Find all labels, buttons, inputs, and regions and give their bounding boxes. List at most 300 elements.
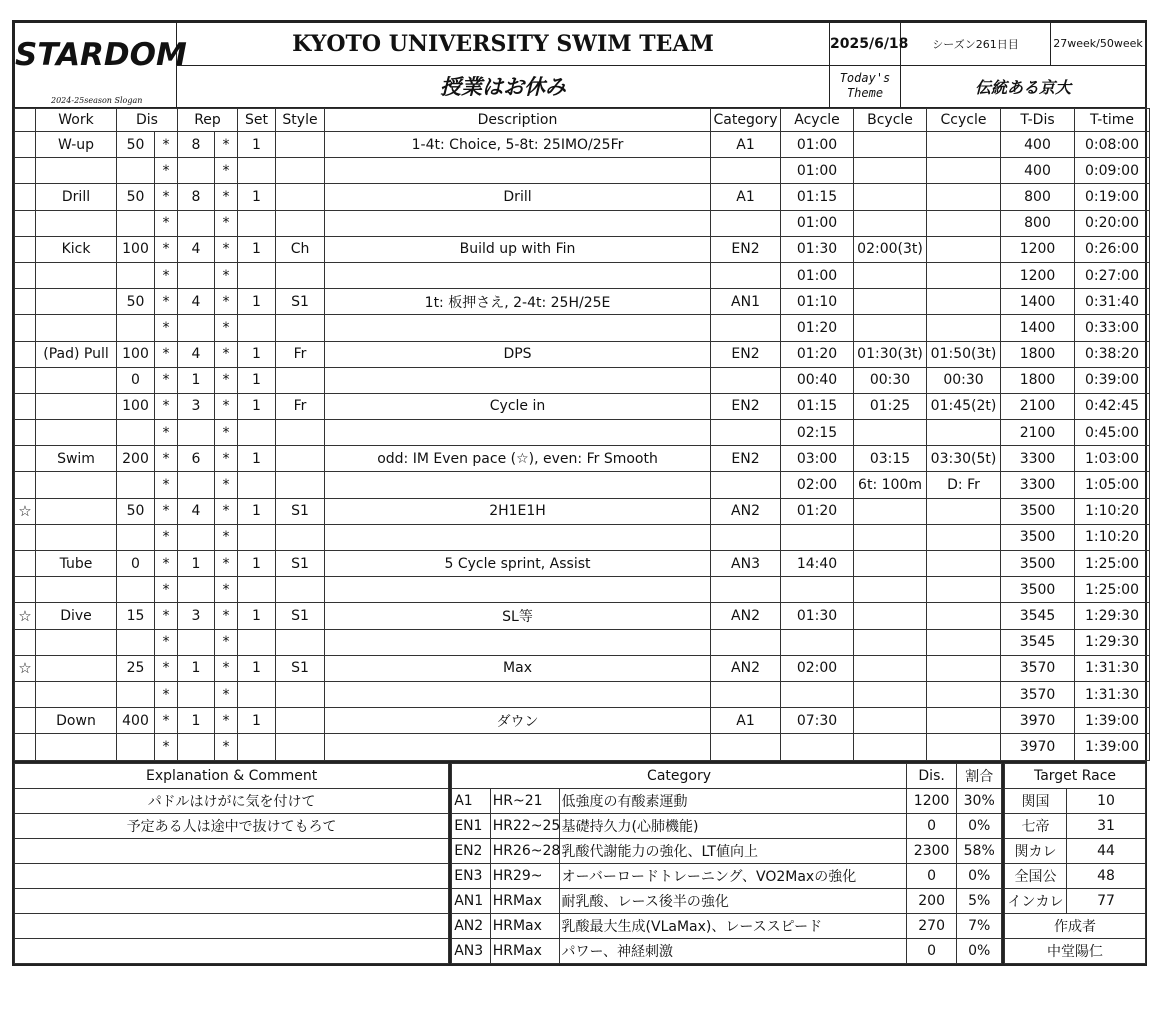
row-multiply-mark: * [215,289,238,315]
row-sets: 1 [238,446,276,472]
row-acycle: 14:40 [781,551,854,577]
row-reps [178,681,215,707]
row-multiply-mark: * [155,681,178,707]
row-distance: 0 [117,367,155,393]
table-row [15,262,1150,288]
row-total-distance: 3545 [1001,629,1075,655]
row-total-time: 1:39:00 [1075,708,1150,734]
row-style [276,708,325,734]
row-bcycle [854,210,927,236]
row-sets [238,262,276,288]
row-reps: 8 [178,132,215,158]
target-race-row [1005,888,1146,913]
table-row [15,158,1150,184]
row-total-distance: 1400 [1001,315,1075,341]
category-ratio: 0% [957,813,1002,838]
row-star-mark [15,210,36,236]
row-sets [238,158,276,184]
row-reps: 1 [178,367,215,393]
row-distance: 50 [117,132,155,158]
row-multiply-mark: * [155,577,178,603]
explanation-line: パドルはけがに気を付けて [15,788,449,813]
row-category [711,367,781,393]
row-work [36,367,117,393]
row-ccycle: 03:30(5t) [927,446,1001,472]
row-bcycle [854,524,927,550]
row-style: S1 [276,551,325,577]
row-ccycle [927,498,1001,524]
row-total-distance: 3500 [1001,498,1075,524]
row-acycle: 02:15 [781,420,854,446]
todays-theme: 伝統ある京大 [901,65,1146,108]
row-work: (Pad) Pull [36,341,117,367]
category-row [452,863,1002,888]
row-distance [117,420,155,446]
row-style [276,132,325,158]
row-description: Max [325,655,711,681]
row-total-time: 1:31:30 [1075,655,1150,681]
row-style: Ch [276,236,325,262]
row-distance [117,158,155,184]
row-star-mark: ☆ [15,603,36,629]
row-ccycle [927,315,1001,341]
row-total-distance: 3300 [1001,446,1075,472]
target-race-title: Target Race [1005,763,1146,788]
row-reps: 4 [178,341,215,367]
row-star-mark [15,132,36,158]
row-acycle: 01:30 [781,603,854,629]
row-star-mark [15,446,36,472]
row-reps: 1 [178,708,215,734]
target-race-rows [1005,788,1146,913]
row-multiply-mark: * [155,708,178,734]
row-total-time: 0:38:20 [1075,341,1150,367]
row-total-distance: 3570 [1001,681,1075,707]
row-multiply-mark: * [155,472,178,498]
row-sets [238,315,276,341]
category-distance: 2300 [906,838,957,863]
row-total-distance: 3500 [1001,524,1075,550]
category-description: 耐乳酸、レース後半の強化 [559,888,906,913]
row-total-distance: 3300 [1001,472,1075,498]
row-total-time: 1:29:30 [1075,629,1150,655]
explanation-line [15,863,449,888]
row-multiply-mark: * [215,262,238,288]
table-row [15,603,1150,629]
row-acycle: 01:10 [781,289,854,315]
row-multiply-mark: * [215,446,238,472]
row-bcycle [854,132,927,158]
row-description: Drill [325,184,711,210]
row-ccycle [927,603,1001,629]
row-acycle: 01:15 [781,393,854,419]
row-star-mark [15,577,36,603]
row-work [36,158,117,184]
row-category [711,524,781,550]
row-sets: 1 [238,289,276,315]
category-row [452,838,1002,863]
category-hr: HRMax [490,888,559,913]
row-multiply-mark: * [215,681,238,707]
row-acycle: 07:30 [781,708,854,734]
row-category: A1 [711,132,781,158]
row-bcycle [854,289,927,315]
row-category [711,210,781,236]
row-description: SL等 [325,603,711,629]
row-sets: 1 [238,708,276,734]
row-sets [238,524,276,550]
row-total-time: 0:31:40 [1075,289,1150,315]
practice-sheet [12,20,1147,966]
row-multiply-mark: * [155,393,178,419]
explanation-line [15,888,449,913]
row-description: Build up with Fin [325,236,711,262]
row-description [325,210,711,236]
table-row [15,420,1150,446]
row-total-time: 0:45:00 [1075,420,1150,446]
header-table [14,22,1146,108]
row-work: Drill [36,184,117,210]
table-row [15,367,1150,393]
row-ccycle [927,184,1001,210]
row-total-distance: 1800 [1001,341,1075,367]
category-description: パワー、神経刺激 [559,938,906,963]
row-distance [117,472,155,498]
row-style: S1 [276,498,325,524]
row-description [325,524,711,550]
row-star-mark [15,262,36,288]
row-total-time: 0:20:00 [1075,210,1150,236]
row-style: Fr [276,341,325,367]
explanation-line [15,913,449,938]
row-star-mark: ☆ [15,498,36,524]
row-acycle: 01:30 [781,236,854,262]
row-total-time: 0:39:00 [1075,367,1150,393]
row-star-mark [15,393,36,419]
row-category: A1 [711,708,781,734]
row-distance [117,315,155,341]
row-work: W-up [36,132,117,158]
row-work [36,629,117,655]
row-multiply-mark: * [155,524,178,550]
row-acycle: 01:20 [781,498,854,524]
row-description: 1-4t: Choice, 5-8t: 25IMO/25Fr [325,132,711,158]
row-ccycle [927,524,1001,550]
row-star-mark [15,341,36,367]
row-work [36,498,117,524]
row-category: AN1 [711,289,781,315]
column-header-style: Style [276,109,325,132]
row-total-distance: 1200 [1001,236,1075,262]
row-bcycle: 00:30 [854,367,927,393]
column-header-rep: Rep [178,109,238,132]
category-hr: HR22~25 [490,813,559,838]
table-row [15,472,1150,498]
row-bcycle [854,681,927,707]
table-row [15,524,1150,550]
row-sets [238,629,276,655]
row-reps: 4 [178,236,215,262]
row-bcycle: 01:30(3t) [854,341,927,367]
row-style [276,681,325,707]
row-style [276,210,325,236]
row-bcycle [854,734,927,760]
category-description: 乳酸最大生成(VLaMax)、レーススピード [559,913,906,938]
row-category: AN2 [711,655,781,681]
row-acycle: 02:00 [781,472,854,498]
row-total-distance: 2100 [1001,393,1075,419]
table-row [15,210,1150,236]
row-style [276,629,325,655]
main-theme: 授業はお休み [177,65,830,108]
row-multiply-mark: * [155,655,178,681]
row-acycle: 02:00 [781,655,854,681]
category-hr: HR26~28 [490,838,559,863]
row-total-time: 0:27:00 [1075,262,1150,288]
row-multiply-mark: * [215,472,238,498]
category-row [452,938,1002,963]
row-description [325,315,711,341]
table-row [15,708,1150,734]
category-description: 低強度の有酸素運動 [559,788,906,813]
column-header-work: Work [36,109,117,132]
row-distance: 400 [117,708,155,734]
row-bcycle [854,420,927,446]
category-description: 基礎持久力(心肺機能) [559,813,906,838]
row-sets: 1 [238,341,276,367]
row-sets: 1 [238,498,276,524]
column-header-star [15,109,36,132]
table-row [15,184,1150,210]
table-row [15,315,1150,341]
column-header-dis: Dis [117,109,178,132]
table-row [15,629,1150,655]
row-acycle: 01:20 [781,315,854,341]
row-work: Tube [36,551,117,577]
row-total-distance: 3970 [1001,734,1075,760]
bottom-section [14,761,1145,964]
row-category [711,472,781,498]
table-row [15,446,1150,472]
row-style: Fr [276,393,325,419]
category-hr: HRMax [490,938,559,963]
row-total-distance: 3970 [1001,708,1075,734]
explanation-line: 予定ある人は途中で抜けてもろて [15,813,449,838]
row-total-distance: 1800 [1001,367,1075,393]
row-total-time: 1:03:00 [1075,446,1150,472]
row-total-time: 0:09:00 [1075,158,1150,184]
row-multiply-mark: * [155,315,178,341]
table-row [15,289,1150,315]
row-bcycle: 02:00(3t) [854,236,927,262]
row-sets: 1 [238,236,276,262]
row-style [276,472,325,498]
row-ccycle [927,577,1001,603]
row-work [36,315,117,341]
race-name: 全国公 [1005,863,1067,888]
row-bcycle [854,577,927,603]
row-reps: 1 [178,655,215,681]
row-reps [178,158,215,184]
table-row [15,341,1150,367]
row-category: EN2 [711,446,781,472]
row-sets: 1 [238,655,276,681]
row-style [276,446,325,472]
category-title: Category [452,763,907,788]
row-multiply-mark: * [215,524,238,550]
row-reps [178,629,215,655]
row-multiply-mark: * [155,289,178,315]
row-distance: 50 [117,184,155,210]
row-multiply-mark: * [215,655,238,681]
table-row [15,132,1150,158]
table-row [15,393,1150,419]
team-logo: STARDOM [15,37,187,73]
row-reps: 8 [178,184,215,210]
row-work [36,210,117,236]
logo-cell [15,23,187,108]
row-ccycle [927,655,1001,681]
race-days: 48 [1067,863,1146,888]
row-distance: 0 [117,551,155,577]
row-distance: 50 [117,498,155,524]
row-star-mark [15,681,36,707]
row-style: S1 [276,289,325,315]
column-header-set: Set [238,109,276,132]
row-multiply-mark: * [215,708,238,734]
row-total-distance: 1400 [1001,289,1075,315]
row-sets: 1 [238,132,276,158]
category-row [452,813,1002,838]
row-reps [178,524,215,550]
row-ccycle [927,158,1001,184]
row-work: Swim [36,446,117,472]
category-hr: HR29~ [490,863,559,888]
explanation-table [14,763,449,964]
row-description: Cycle in [325,393,711,419]
row-total-time: 1:31:30 [1075,681,1150,707]
row-ccycle [927,420,1001,446]
column-header-ttime: T-time [1075,109,1150,132]
row-multiply-mark: * [155,734,178,760]
row-sets: 1 [238,393,276,419]
row-description [325,420,711,446]
row-reps [178,315,215,341]
row-sets: 1 [238,551,276,577]
row-total-distance: 3500 [1001,551,1075,577]
category-ratio: 7% [957,913,1002,938]
category-row [452,888,1002,913]
row-multiply-mark: * [215,315,238,341]
row-total-distance: 400 [1001,132,1075,158]
column-header-ccycle: Ccycle [927,109,1001,132]
row-reps: 1 [178,551,215,577]
explanation-line [15,938,449,963]
row-style [276,420,325,446]
target-race-panel [1004,763,1145,964]
row-total-distance: 1200 [1001,262,1075,288]
row-multiply-mark: * [155,210,178,236]
row-bcycle [854,629,927,655]
row-multiply-mark: * [215,132,238,158]
row-work [36,524,117,550]
row-description: DPS [325,341,711,367]
row-category: EN2 [711,236,781,262]
row-category: AN3 [711,551,781,577]
row-total-time: 1:29:30 [1075,603,1150,629]
category-distance: 200 [906,888,957,913]
row-multiply-mark: * [155,446,178,472]
category-ratio: 30% [957,788,1002,813]
row-bcycle [854,158,927,184]
row-ccycle [927,262,1001,288]
row-category [711,734,781,760]
row-description [325,577,711,603]
category-ratio: 0% [957,863,1002,888]
row-description: odd: IM Even pace (☆), even: Fr Smooth [325,446,711,472]
row-bcycle [854,551,927,577]
row-star-mark: ☆ [15,655,36,681]
row-distance [117,577,155,603]
row-description: 5 Cycle sprint, Assist [325,551,711,577]
row-sets [238,577,276,603]
category-code: AN1 [452,888,490,913]
category-code: A1 [452,788,490,813]
row-total-distance: 3570 [1001,655,1075,681]
row-work [36,472,117,498]
race-days: 77 [1067,888,1146,913]
row-star-mark [15,734,36,760]
row-acycle: 01:00 [781,262,854,288]
row-sets [238,734,276,760]
row-category: AN2 [711,603,781,629]
row-acycle [781,629,854,655]
week-counter: 27week/50week [1051,23,1146,66]
row-ccycle [927,681,1001,707]
race-name: 関カレ [1005,838,1067,863]
row-star-mark [15,551,36,577]
row-distance: 15 [117,603,155,629]
row-total-time: 0:33:00 [1075,315,1150,341]
row-star-mark [15,367,36,393]
table-row [15,577,1150,603]
row-description [325,629,711,655]
row-work: Down [36,708,117,734]
row-sets: 1 [238,367,276,393]
row-distance: 100 [117,341,155,367]
table-row [15,681,1150,707]
target-race-table [1004,763,1146,964]
row-style [276,158,325,184]
column-header-category: Category [711,109,781,132]
row-total-distance: 3500 [1001,577,1075,603]
row-description [325,681,711,707]
row-reps [178,210,215,236]
row-multiply-mark: * [215,393,238,419]
row-bcycle [854,498,927,524]
row-description: 2H1E1H [325,498,711,524]
row-description: ダウン [325,708,711,734]
row-bcycle [854,708,927,734]
row-distance [117,629,155,655]
row-total-distance: 400 [1001,158,1075,184]
row-reps [178,262,215,288]
row-ccycle [927,629,1001,655]
row-style [276,524,325,550]
row-work [36,393,117,419]
row-bcycle: 03:15 [854,446,927,472]
row-reps [178,577,215,603]
